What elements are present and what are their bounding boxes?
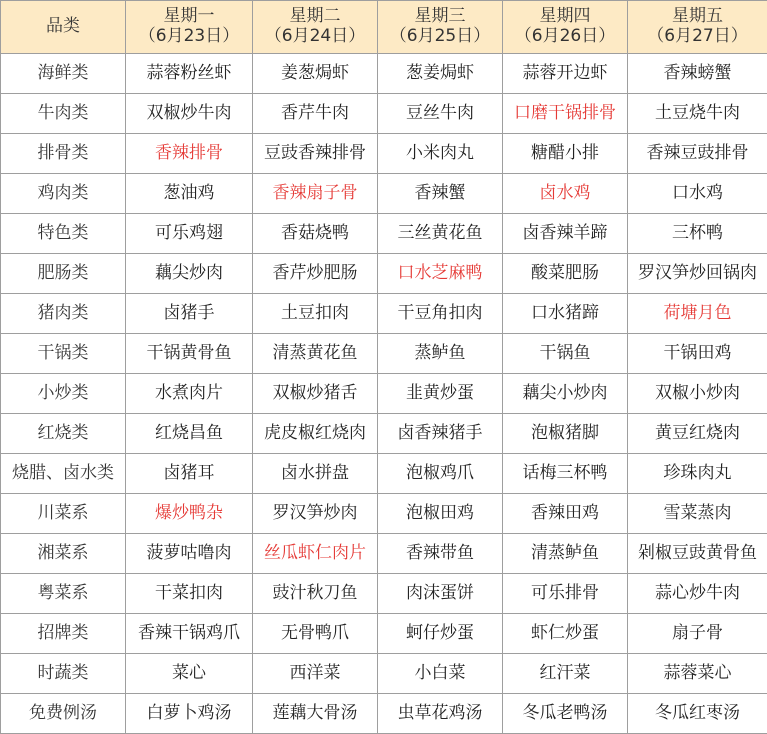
dish-cell: 葱姜焗虾 bbox=[378, 54, 503, 94]
dish-cell: 蒜心炒牛肉 bbox=[628, 574, 767, 614]
table-row bbox=[1, 254, 767, 294]
dish-cell: 菠萝咕噜肉 bbox=[126, 534, 253, 574]
table-row bbox=[1, 214, 767, 254]
dish-cell: 泡椒田鸡 bbox=[378, 494, 503, 534]
category-cell: 肥肠类 bbox=[1, 254, 126, 294]
dish-cell: 藕尖炒肉 bbox=[126, 254, 253, 294]
dish-cell: 干锅鱼 bbox=[503, 334, 628, 374]
category-cell: 红烧类 bbox=[1, 414, 126, 454]
category-cell: 鸡肉类 bbox=[1, 174, 126, 214]
dish-cell: 菜心 bbox=[126, 654, 253, 694]
dish-cell: 藕尖小炒肉 bbox=[503, 374, 628, 414]
dish-cell: 虎皮椒红烧肉 bbox=[253, 414, 378, 454]
day-header bbox=[628, 1, 767, 54]
day-date: （6月25日） bbox=[389, 26, 491, 46]
dish-cell: 水煮肉片 bbox=[126, 374, 253, 414]
dish-cell: 西洋菜 bbox=[253, 654, 378, 694]
dish-cell: 可乐鸡翅 bbox=[126, 214, 253, 254]
dish-cell: 冬瓜红枣汤 bbox=[628, 694, 767, 734]
dish-cell: 香辣豆豉排骨 bbox=[628, 134, 767, 174]
dish-cell: 土豆扣肉 bbox=[253, 294, 378, 334]
category-cell: 特色类 bbox=[1, 214, 126, 254]
table-row bbox=[1, 294, 767, 334]
category-cell: 干锅类 bbox=[1, 334, 126, 374]
dish-cell: 话梅三杯鸭 bbox=[503, 454, 628, 494]
dish-cell: 干豆角扣肉 bbox=[378, 294, 503, 334]
dish-cell: 香辣干锅鸡爪 bbox=[126, 614, 253, 654]
dish-cell: 卤香辣羊蹄 bbox=[503, 214, 628, 254]
dish-cell: 香辣田鸡 bbox=[503, 494, 628, 534]
table-row bbox=[1, 94, 767, 134]
dish-cell: 口水鸡 bbox=[628, 174, 767, 214]
day-name: 星期三 bbox=[414, 6, 466, 27]
dish-cell: 干菜扣肉 bbox=[126, 574, 253, 614]
table-row bbox=[1, 334, 767, 374]
table-row bbox=[1, 614, 767, 654]
dish-cell: 口水猪蹄 bbox=[503, 294, 628, 334]
day-header bbox=[378, 1, 503, 54]
dish-cell: 珍珠肉丸 bbox=[628, 454, 767, 494]
category-cell: 猪肉类 bbox=[1, 294, 126, 334]
dish-cell: 双椒炒牛肉 bbox=[126, 94, 253, 134]
category-header: 品类 bbox=[1, 1, 126, 54]
dish-cell: 酸菜肥肠 bbox=[503, 254, 628, 294]
day-date: （6月23日） bbox=[138, 26, 240, 46]
dish-cell: 葱油鸡 bbox=[126, 174, 253, 214]
dish-cell: 蒸鲈鱼 bbox=[378, 334, 503, 374]
dish-cell: 泡椒猪脚 bbox=[503, 414, 628, 454]
dish-cell: 虾仁炒蛋 bbox=[503, 614, 628, 654]
category-cell: 川菜系 bbox=[1, 494, 126, 534]
dish-cell: 干锅黄骨鱼 bbox=[126, 334, 253, 374]
dish-cell: 红汗菜 bbox=[503, 654, 628, 694]
table-row bbox=[1, 414, 767, 454]
day-name: 星期一 bbox=[163, 6, 215, 27]
dish-cell: 清蒸鲈鱼 bbox=[503, 534, 628, 574]
dish-cell: 口磨干锅排骨 bbox=[503, 94, 628, 134]
day-date: （6月26日） bbox=[514, 26, 616, 46]
day-header bbox=[253, 1, 378, 54]
category-cell: 排骨类 bbox=[1, 134, 126, 174]
dish-cell: 小白菜 bbox=[378, 654, 503, 694]
category-cell: 湘菜系 bbox=[1, 534, 126, 574]
table-row bbox=[1, 694, 767, 734]
category-cell: 免费例汤 bbox=[1, 694, 126, 734]
table-row bbox=[1, 574, 767, 614]
table-row bbox=[1, 54, 767, 94]
dish-cell: 卤猪手 bbox=[126, 294, 253, 334]
day-header bbox=[503, 1, 628, 54]
dish-cell: 卤香辣猪手 bbox=[378, 414, 503, 454]
dish-cell: 罗汉笋炒回锅肉 bbox=[628, 254, 767, 294]
dish-cell: 蒜蓉开边虾 bbox=[503, 54, 628, 94]
dish-cell: 香芹炒肥肠 bbox=[253, 254, 378, 294]
day-date: （6月24日） bbox=[264, 26, 366, 46]
dish-cell: 莲藕大骨汤 bbox=[253, 694, 378, 734]
day-name: 星期二 bbox=[289, 6, 341, 27]
day-name: 星期四 bbox=[539, 6, 591, 27]
dish-cell: 红烧昌鱼 bbox=[126, 414, 253, 454]
dish-cell: 豆丝牛肉 bbox=[378, 94, 503, 134]
dish-cell: 剁椒豆豉黄骨鱼 bbox=[628, 534, 767, 574]
dish-cell: 蒜蓉粉丝虾 bbox=[126, 54, 253, 94]
dish-cell: 虫草花鸡汤 bbox=[378, 694, 503, 734]
dish-cell: 卤水拼盘 bbox=[253, 454, 378, 494]
dish-cell: 无骨鸭爪 bbox=[253, 614, 378, 654]
dish-cell: 卤猪耳 bbox=[126, 454, 253, 494]
dish-cell: 蚵仔炒蛋 bbox=[378, 614, 503, 654]
dish-cell: 香菇烧鸭 bbox=[253, 214, 378, 254]
dish-cell: 香辣扇子骨 bbox=[253, 174, 378, 214]
dish-cell: 罗汉笋炒肉 bbox=[253, 494, 378, 534]
dish-cell: 韭黄炒蛋 bbox=[378, 374, 503, 414]
category-cell: 牛肉类 bbox=[1, 94, 126, 134]
dish-cell: 双椒炒猪舌 bbox=[253, 374, 378, 414]
dish-cell: 三丝黄花鱼 bbox=[378, 214, 503, 254]
dish-cell: 糖醋小排 bbox=[503, 134, 628, 174]
dish-cell: 可乐排骨 bbox=[503, 574, 628, 614]
dish-cell: 蒜蓉菜心 bbox=[628, 654, 767, 694]
day-header bbox=[126, 1, 253, 54]
table-row bbox=[1, 174, 767, 214]
category-cell: 烧腊、卤水类 bbox=[1, 454, 126, 494]
dish-cell: 豆豉香辣排骨 bbox=[253, 134, 378, 174]
table-row bbox=[1, 454, 767, 494]
table-row bbox=[1, 534, 767, 574]
dish-cell: 香辣排骨 bbox=[126, 134, 253, 174]
table-row bbox=[1, 654, 767, 694]
dish-cell: 双椒小炒肉 bbox=[628, 374, 767, 414]
header-row bbox=[1, 1, 767, 54]
dish-cell: 豉汁秋刀鱼 bbox=[253, 574, 378, 614]
category-cell: 小炒类 bbox=[1, 374, 126, 414]
day-name: 星期五 bbox=[672, 6, 723, 27]
dish-cell: 肉沫蛋饼 bbox=[378, 574, 503, 614]
category-cell: 粤菜系 bbox=[1, 574, 126, 614]
dish-cell: 雪菜蒸肉 bbox=[628, 494, 767, 534]
day-date: （6月27日） bbox=[647, 26, 748, 46]
dish-cell: 卤水鸡 bbox=[503, 174, 628, 214]
menu-header bbox=[1, 1, 767, 54]
dish-cell: 黄豆红烧肉 bbox=[628, 414, 767, 454]
dish-cell: 香芹牛肉 bbox=[253, 94, 378, 134]
dish-cell: 干锅田鸡 bbox=[628, 334, 767, 374]
category-cell: 时蔬类 bbox=[1, 654, 126, 694]
dish-cell: 香辣螃蟹 bbox=[628, 54, 767, 94]
dish-cell: 清蒸黄花鱼 bbox=[253, 334, 378, 374]
dish-cell: 香辣蟹 bbox=[378, 174, 503, 214]
dish-cell: 姜葱焗虾 bbox=[253, 54, 378, 94]
dish-cell: 口水芝麻鸭 bbox=[378, 254, 503, 294]
dish-cell: 土豆烧牛肉 bbox=[628, 94, 767, 134]
table-row bbox=[1, 494, 767, 534]
category-cell: 招牌类 bbox=[1, 614, 126, 654]
dish-cell: 爆炒鸭杂 bbox=[126, 494, 253, 534]
menu-body bbox=[1, 54, 767, 734]
dish-cell: 丝瓜虾仁肉片 bbox=[253, 534, 378, 574]
dish-cell: 小米肉丸 bbox=[378, 134, 503, 174]
dish-cell: 香辣带鱼 bbox=[378, 534, 503, 574]
dish-cell: 三杯鸭 bbox=[628, 214, 767, 254]
table-row bbox=[1, 134, 767, 174]
dish-cell: 泡椒鸡爪 bbox=[378, 454, 503, 494]
dish-cell: 白萝卜鸡汤 bbox=[126, 694, 253, 734]
table-row bbox=[1, 374, 767, 414]
dish-cell: 扇子骨 bbox=[628, 614, 767, 654]
category-cell: 海鲜类 bbox=[1, 54, 126, 94]
dish-cell: 冬瓜老鸭汤 bbox=[503, 694, 628, 734]
dish-cell: 荷塘月色 bbox=[628, 294, 767, 334]
